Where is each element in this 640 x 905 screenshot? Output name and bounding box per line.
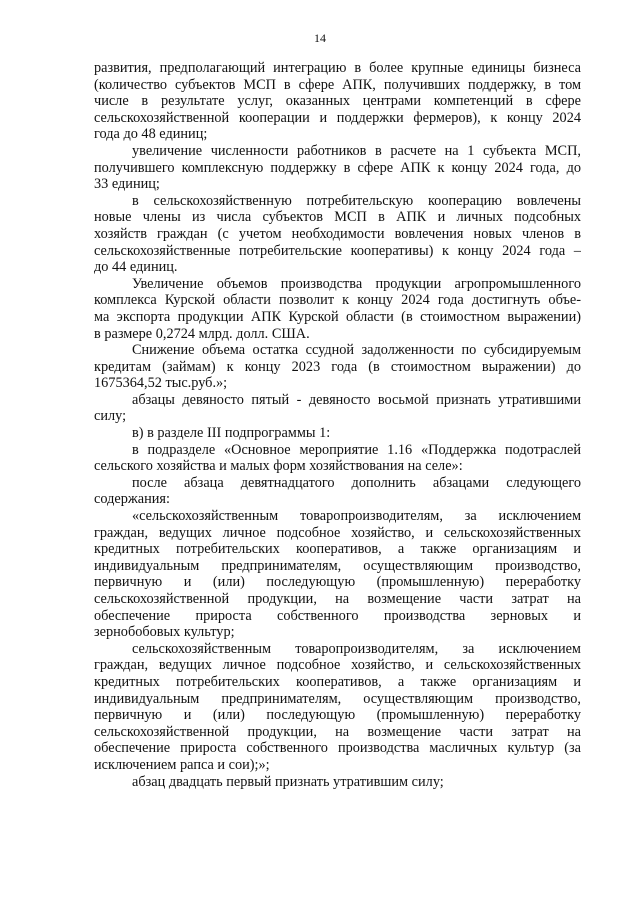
text-line: 1675364,52 тыс.руб.»; xyxy=(94,375,228,392)
text-line: сельского хозяйства и малых форм хозяйствования на селе»: xyxy=(94,458,463,475)
paragraph xyxy=(94,475,581,508)
text-line: абзац двадцать первый признать утратившим силу; xyxy=(132,773,444,790)
text-line: до 44 единиц. xyxy=(94,259,178,276)
text-line: зернобобовых культур; xyxy=(94,624,235,641)
text-line: сельскохозяйственной продукции, на возмещение части затрат на xyxy=(94,591,581,607)
paragraph xyxy=(94,60,581,143)
text-line: в сельскохозяйственную потребительскую кооперацию вовлечены xyxy=(132,192,581,209)
text-line: в) в разделе III подпрограммы 1: xyxy=(132,425,331,442)
document-body xyxy=(94,60,581,790)
paragraph xyxy=(94,774,581,791)
text-line: сельскохозяйственным товаропроизводителям, за исключением xyxy=(132,640,581,657)
text-line: первичную и (или) последующую (промышленную) переработку xyxy=(94,707,581,724)
text-line: индивидуальным предпринимателям, осуществляющим производство, xyxy=(94,557,581,574)
text-line: абзацы девяносто пятый - девяносто восьмой признать утратившими xyxy=(132,391,581,408)
text-line: «сельскохозяйственным товаропроизводителям, за исключением xyxy=(132,508,581,525)
paragraph xyxy=(94,641,581,774)
paragraph xyxy=(94,442,581,475)
text-line: граждан, ведущих личное подсобное хозяйство, и сельскохозяйственных xyxy=(94,657,581,674)
text-line: хозяйств граждан (с учетом необходимости вовлечения новых членов в xyxy=(94,225,581,242)
text-line: силу; xyxy=(94,408,127,425)
text-line: первичную и (или) последующую (промышленную) переработку xyxy=(94,574,581,591)
text-line: получившего комплексную поддержку в сфере АПК к концу 2024 года, до xyxy=(94,159,581,176)
text-line: содержания: xyxy=(94,491,170,508)
text-line: Увеличение объемов производства продукции агропромышленного xyxy=(132,275,581,292)
text-line: развития, предполагающий интеграцию в более крупные единицы бизнеса xyxy=(94,60,581,76)
text-line: граждан, ведущих личное подсобное хозяйство, и сельскохозяйственных xyxy=(94,524,581,541)
text-line: кредитных потребительских кооперативов, а также организациям и xyxy=(94,673,581,690)
text-line: обеспечение прироста собственного производства зерновых и xyxy=(94,607,581,624)
text-line: сельскохозяйственные потребительские кооперативы) к концу 2024 года – xyxy=(94,242,581,259)
text-line: сельскохозяйственной кооперации и поддержки фермеров), к концу 2024 xyxy=(94,109,581,126)
text-line: обеспечение прироста собственного производства масличных культур (за xyxy=(94,740,581,757)
text-line: в подразделе «Основное мероприятие 1.16 «Поддержка подотраслей xyxy=(132,441,581,458)
page-number: 14 xyxy=(314,31,326,45)
paragraph xyxy=(94,276,581,342)
text-line: (количество субъектов МСП в сфере АПК, получивших поддержку, в том xyxy=(94,76,581,93)
text-line: новые члены из числа субъектов МСП в АПК и личных подсобных xyxy=(94,209,581,226)
text-line: кредитных потребительских кооперативов, а также организациям и xyxy=(94,541,581,558)
text-line: Снижение объема остатка ссудной задолженности по субсидируемым xyxy=(132,342,581,359)
text-line: сельскохозяйственной продукции, на возмещение части затрат на xyxy=(94,723,581,740)
text-line: в размере 0,2724 млрд. долл. США. xyxy=(94,325,310,342)
text-line: кредитам (займам) к концу 2023 года (в стоимостном выражении) до xyxy=(94,358,581,375)
text-line: ма экспорта продукции АПК Курской области (в стоимостном выражении) xyxy=(94,308,581,325)
paragraph xyxy=(94,392,581,425)
text-line: увеличение численности работников в расчете на 1 субъекта МСП, xyxy=(132,142,581,159)
text-line: года до 48 единиц; xyxy=(94,126,208,143)
paragraph xyxy=(94,342,581,392)
paragraph xyxy=(94,193,581,276)
paragraph xyxy=(94,143,581,193)
paragraph xyxy=(94,425,581,442)
text-line: индивидуальным предпринимателям, осуществляющим производство, xyxy=(94,690,581,707)
text-line: комплекса Курской области позволит к концу 2024 года достигнуть объе- xyxy=(94,292,581,309)
text-line: после абзаца девятнадцатого дополнить абзацами следующего xyxy=(132,474,581,491)
text-line: исключением рапса и сои);»; xyxy=(94,756,270,773)
text-line: 33 единиц; xyxy=(94,176,160,193)
paragraph xyxy=(94,508,581,641)
text-line: числе в результате услуг, оказанных центрами компетенций в сфере xyxy=(94,93,581,110)
